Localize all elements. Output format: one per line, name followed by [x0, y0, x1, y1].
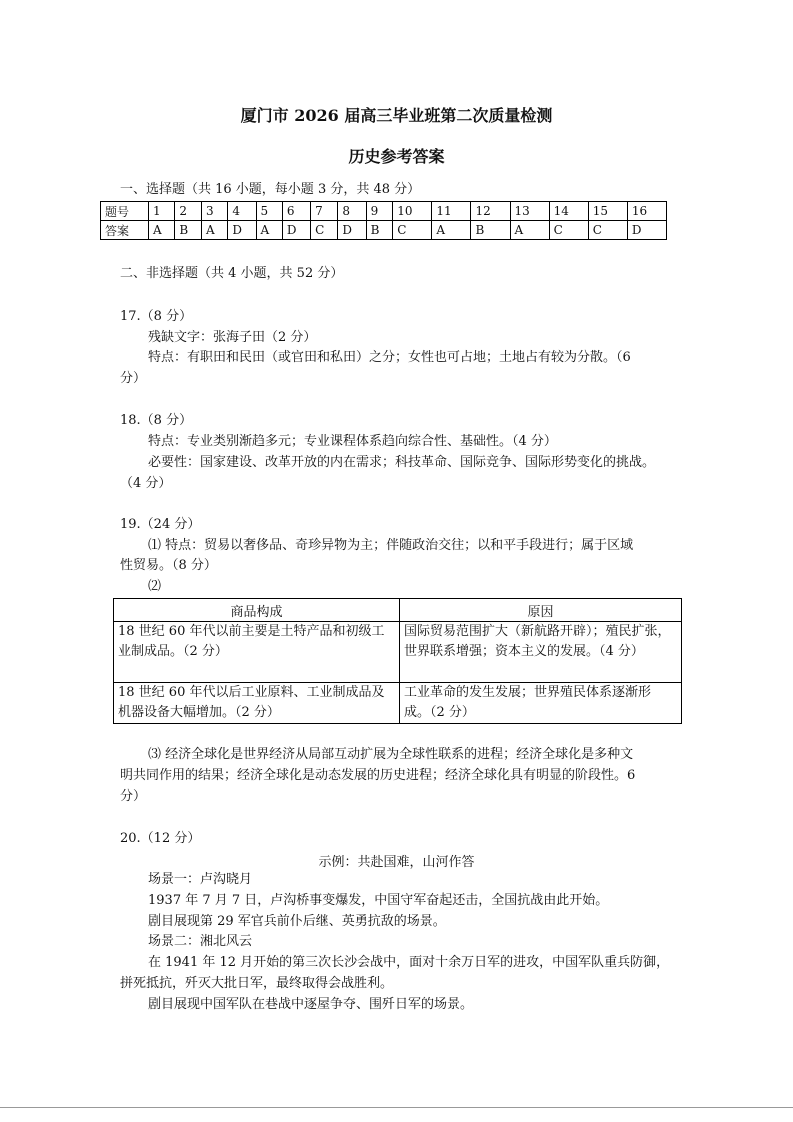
question-number: 16: [627, 202, 666, 221]
question-number: 13: [510, 202, 549, 221]
q19-part3: ⑶ 经济全球化是世界经济从局部互动扩展为全球性联系的进程；经济全球化是多种文: [148, 747, 634, 762]
table-row: [101, 221, 667, 240]
q18-line: （4 分）: [120, 476, 172, 491]
question-number: 9: [366, 202, 393, 221]
table-row: [101, 202, 667, 221]
question-number: 15: [588, 202, 627, 221]
answer-cell: A: [149, 221, 175, 240]
q19-part3: 明共同作用的结果；经济全球化是动态发展的历史进程；经济全球化具有明显的阶段性。6: [120, 768, 636, 783]
row-label-number: 题号: [101, 202, 149, 221]
question-number: 8: [338, 202, 366, 221]
table-row: [114, 683, 682, 724]
q20-line: 1937 年 7 月 7 日，卢沟桥事变爆发，中国守军奋起还击，全国抗战由此开始。: [148, 893, 609, 908]
answer-cell: C: [393, 221, 432, 240]
answer-cell: A: [256, 221, 282, 240]
q19-part3: 分）: [120, 789, 147, 804]
q20-scene-title: 场景二：湘北风云: [148, 934, 253, 949]
answer-cell: D: [228, 221, 256, 240]
section2-heading: 二、非选择题（共 4 小题，共 52 分）: [120, 266, 344, 281]
answer-cell: A: [510, 221, 549, 240]
q17-line: 残缺文字：张海子田（2 分）: [148, 330, 317, 345]
q20-line: 拼死抵抗，歼灭大批日军，最终取得会战胜利。: [120, 976, 394, 991]
question-number: 3: [202, 202, 228, 221]
q17-line: 特点：有职田和民田（或官田和私田）之分；女性也可占地；土地占有较为分散。（6: [148, 350, 631, 365]
answer-cell: D: [282, 221, 310, 240]
question-number: 2: [175, 202, 202, 221]
answer-cell: B: [471, 221, 510, 240]
page-bottom-divider: [0, 1107, 793, 1108]
table-cell: 国际贸易范围扩大（新航路开辟）；殖民扩张，世界联系增强；资本主义的发展。（4 分）: [400, 622, 682, 683]
q20-line: 剧目展现中国军队在巷战中逐屋争夺、围歼日军的场景。: [148, 997, 474, 1012]
question-number: 10: [393, 202, 432, 221]
q20-line: 在 1941 年 12 月开始的第三次长沙会战中，面对十余万日军的进攻，中国军队重兵防御，: [148, 955, 670, 970]
answer-cell: D: [338, 221, 366, 240]
table-cell: 工业革命的发生发展；世界殖民体系逐渐形成。（2 分）: [400, 683, 682, 724]
q19-part1: 性贸易。（8 分）: [120, 558, 217, 573]
table-row: [114, 622, 682, 683]
question-number: 14: [549, 202, 588, 221]
q20-example-title: 示例：共赴国难，山河作答: [318, 855, 475, 870]
answer-cell: B: [366, 221, 393, 240]
question-number: 4: [228, 202, 256, 221]
q18-label: 18.（8 分）: [120, 413, 193, 428]
answer-cell: A: [432, 221, 471, 240]
answer-cell: C: [588, 221, 627, 240]
page-subtitle: 历史参考答案: [348, 147, 445, 166]
answer-cell: D: [627, 221, 666, 240]
column-header-reason: 原因: [400, 599, 682, 622]
q19-part2-label: ⑵: [148, 579, 162, 594]
question-number: 6: [282, 202, 310, 221]
question-number: 12: [471, 202, 510, 221]
q18-line: 特点：专业类别渐趋多元；专业课程体系趋向综合性、基础性。（4 分）: [148, 434, 557, 449]
column-header-goods: 商品构成: [114, 599, 400, 622]
table-cell: 18 世纪 60 年代以前主要是土特产品和初级工业制成品。（2 分）: [114, 622, 400, 683]
page-title: 厦门市 2026 届高三毕业班第二次质量检测: [240, 106, 553, 125]
table-cell: 18 世纪 60 年代以后工业原料、工业制成品及机器设备大幅增加。（2 分）: [114, 683, 400, 724]
row-label-answer: 答案: [101, 221, 149, 240]
answer-table: [100, 201, 667, 240]
answer-cell: C: [311, 221, 338, 240]
section1-heading: 一、选择题（共 16 小题，每小题 3 分，共 48 分）: [120, 182, 421, 197]
q20-scene-title: 场景一：卢沟晓月: [148, 872, 253, 887]
q20-line: 剧目展现第 29 军官兵前仆后继、英勇抗敌的场景。: [148, 914, 446, 929]
question-number: 11: [432, 202, 471, 221]
q20-label: 20.（12 分）: [120, 831, 201, 846]
table-row: [114, 599, 682, 622]
q19-part1: ⑴ 特点：贸易以奢侈品、奇珍异物为主；伴随政治交往；以和平手段进行；属于区域: [148, 538, 634, 553]
q17-label: 17.（8 分）: [120, 309, 193, 324]
answer-cell: C: [549, 221, 588, 240]
answer-cell: B: [175, 221, 202, 240]
q19-label: 19.（24 分）: [120, 517, 201, 532]
q17-line: 分）: [120, 371, 147, 386]
answer-cell: A: [202, 221, 228, 240]
goods-reasons-table: [113, 598, 682, 724]
question-number: 7: [311, 202, 338, 221]
q18-line: 必要性：国家建设、改革开放的内在需求；科技革命、国际竞争、国际形势变化的挑战。: [148, 455, 656, 470]
question-number: 1: [149, 202, 175, 221]
question-number: 5: [256, 202, 282, 221]
